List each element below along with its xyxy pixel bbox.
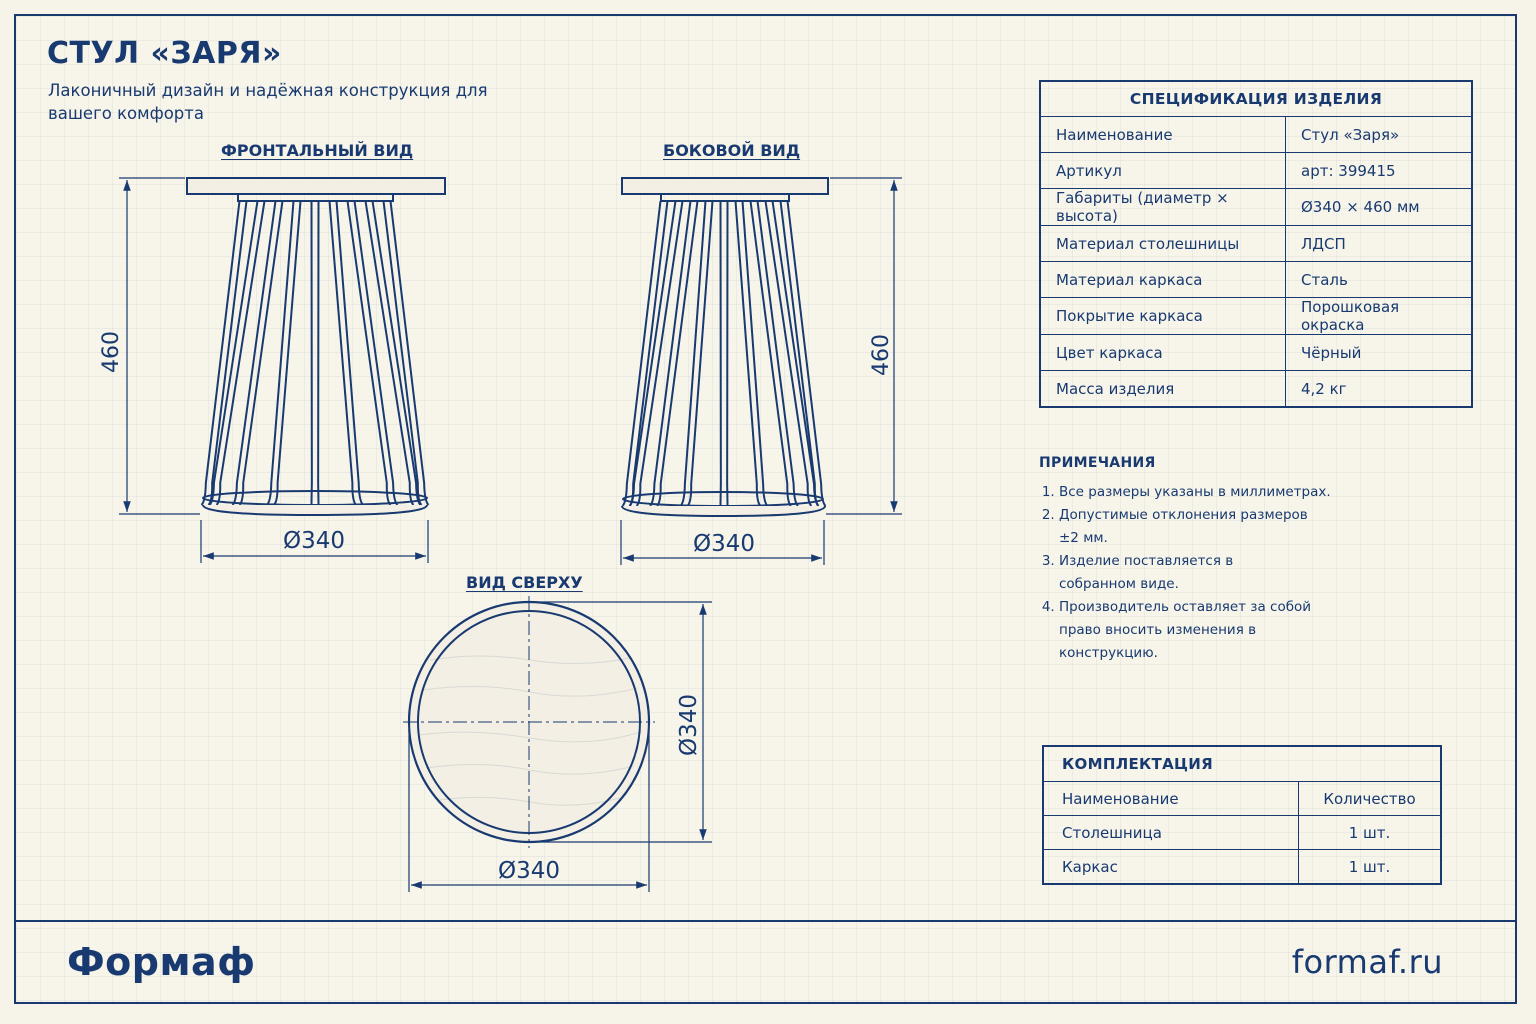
kit-row <box>1043 850 1441 885</box>
frame-rod <box>630 201 676 506</box>
frame-rod <box>348 201 391 505</box>
spec-row <box>1040 117 1472 153</box>
front-base-ring-top <box>203 491 427 505</box>
front-seat <box>187 178 445 194</box>
side-view-label: БОКОВОЙ ВИД <box>663 141 801 160</box>
frame-rod <box>766 201 812 506</box>
spec-label: Масса изделия <box>1040 371 1286 408</box>
spec-label: Покрытие каркаса <box>1040 298 1286 335</box>
spec-label: Наименование <box>1040 117 1286 153</box>
frame-rod <box>623 201 661 506</box>
top-view-label: ВИД СВЕРХУ <box>466 573 583 592</box>
frame-rod <box>657 201 697 506</box>
page-title: СТУЛ «ЗАРЯ» <box>47 36 282 71</box>
spec-caption: СПЕЦИФИКАЦИЯ ИЗДЕЛИЯ <box>1040 81 1472 117</box>
spec-label: Габариты (диаметр × высота) <box>1040 189 1286 226</box>
kit-item-qty: 1 шт. <box>1299 850 1442 885</box>
kit-header-qty: Количество <box>1299 782 1442 816</box>
spec-value: арт: 399415 <box>1286 153 1473 189</box>
side-base <box>622 506 825 516</box>
kit-item-name: Каркас <box>1043 850 1299 885</box>
front-base <box>203 505 427 515</box>
front-view <box>187 178 445 515</box>
front-diameter-label: Ø340 <box>282 528 346 554</box>
top-diameter-h-label: Ø340 <box>497 858 561 884</box>
spec-row <box>1040 298 1472 335</box>
spec-value: Порошковая окраска <box>1286 298 1473 335</box>
frame-rod <box>758 201 798 506</box>
spec-row <box>1040 262 1472 298</box>
spec-value: 4,2 кг <box>1286 371 1473 408</box>
kit-table <box>1042 745 1442 885</box>
spec-row <box>1040 371 1472 408</box>
spec-table <box>1039 80 1473 408</box>
spec-label: Материал столешницы <box>1040 226 1286 262</box>
front-height-label: 460 <box>99 331 124 373</box>
spec-label: Материал каркаса <box>1040 262 1286 298</box>
frame-rod <box>751 201 791 506</box>
front-seat-ring <box>238 194 393 201</box>
spec-value: Ø340 × 460 мм <box>1286 189 1473 226</box>
website-link[interactable]: formaf.ru <box>1291 943 1443 981</box>
side-view <box>622 178 828 516</box>
frame-rod <box>355 201 398 505</box>
kit-header-name: Наименование <box>1043 782 1299 816</box>
note-item: 1. Все размеры указаны в миллиметрах. <box>1059 481 1399 504</box>
side-frame-rods <box>623 201 826 506</box>
frame-rod <box>274 201 301 505</box>
frame-rod <box>650 201 690 506</box>
notes-section <box>1039 455 1399 665</box>
spec-value: Сталь <box>1286 262 1473 298</box>
kit-item-qty: 1 шт. <box>1299 816 1442 850</box>
kit-item-name: Столешница <box>1043 816 1299 850</box>
frame-rod <box>233 201 276 505</box>
frame-rod <box>240 201 283 505</box>
note-item: 4. Производитель оставляет за собой право вносить изменения в конструкцию. <box>1059 596 1349 665</box>
frame-rod <box>781 201 819 506</box>
note-item: 3. Изделие поставляется в собранном виде. <box>1059 550 1309 596</box>
spec-value: Чёрный <box>1286 335 1473 371</box>
front-frame-rods <box>202 201 429 505</box>
brand-logo: Формаф <box>67 940 256 984</box>
spec-label: Цвет каркаса <box>1040 335 1286 371</box>
side-seat <box>622 178 828 194</box>
notes-list <box>1039 481 1399 665</box>
frame-rod <box>788 201 826 506</box>
spec-row <box>1040 153 1472 189</box>
side-diameter-label: Ø340 <box>692 531 756 557</box>
page-subtitle: Лаконичный дизайн и надёжная конструкция для вашего комфорта <box>48 81 488 123</box>
kit-header-row <box>1043 782 1441 816</box>
spec-row <box>1040 335 1472 371</box>
kit-row <box>1043 816 1441 850</box>
side-height-label: 460 <box>869 334 894 376</box>
spec-row <box>1040 189 1472 226</box>
kit-caption: КОМПЛЕКТАЦИЯ <box>1043 746 1441 782</box>
spec-value: ЛДСП <box>1286 226 1473 262</box>
spec-row <box>1040 226 1472 262</box>
spec-value: Стул «Заря» <box>1286 117 1473 153</box>
spec-label: Артикул <box>1040 153 1286 189</box>
front-view-label: ФРОНТАЛЬНЫЙ ВИД <box>221 141 414 160</box>
side-seat-ring <box>661 194 789 201</box>
top-view <box>403 596 655 848</box>
frame-rod <box>330 201 357 505</box>
frame-rod <box>630 201 668 506</box>
notes-title: ПРИМЕЧАНИЯ <box>1039 455 1156 471</box>
top-diameter-v-label: Ø340 <box>676 693 702 757</box>
frame-rod <box>637 201 683 506</box>
note-item: 2. Допустимые отклонения размеров ±2 мм. <box>1059 504 1309 550</box>
